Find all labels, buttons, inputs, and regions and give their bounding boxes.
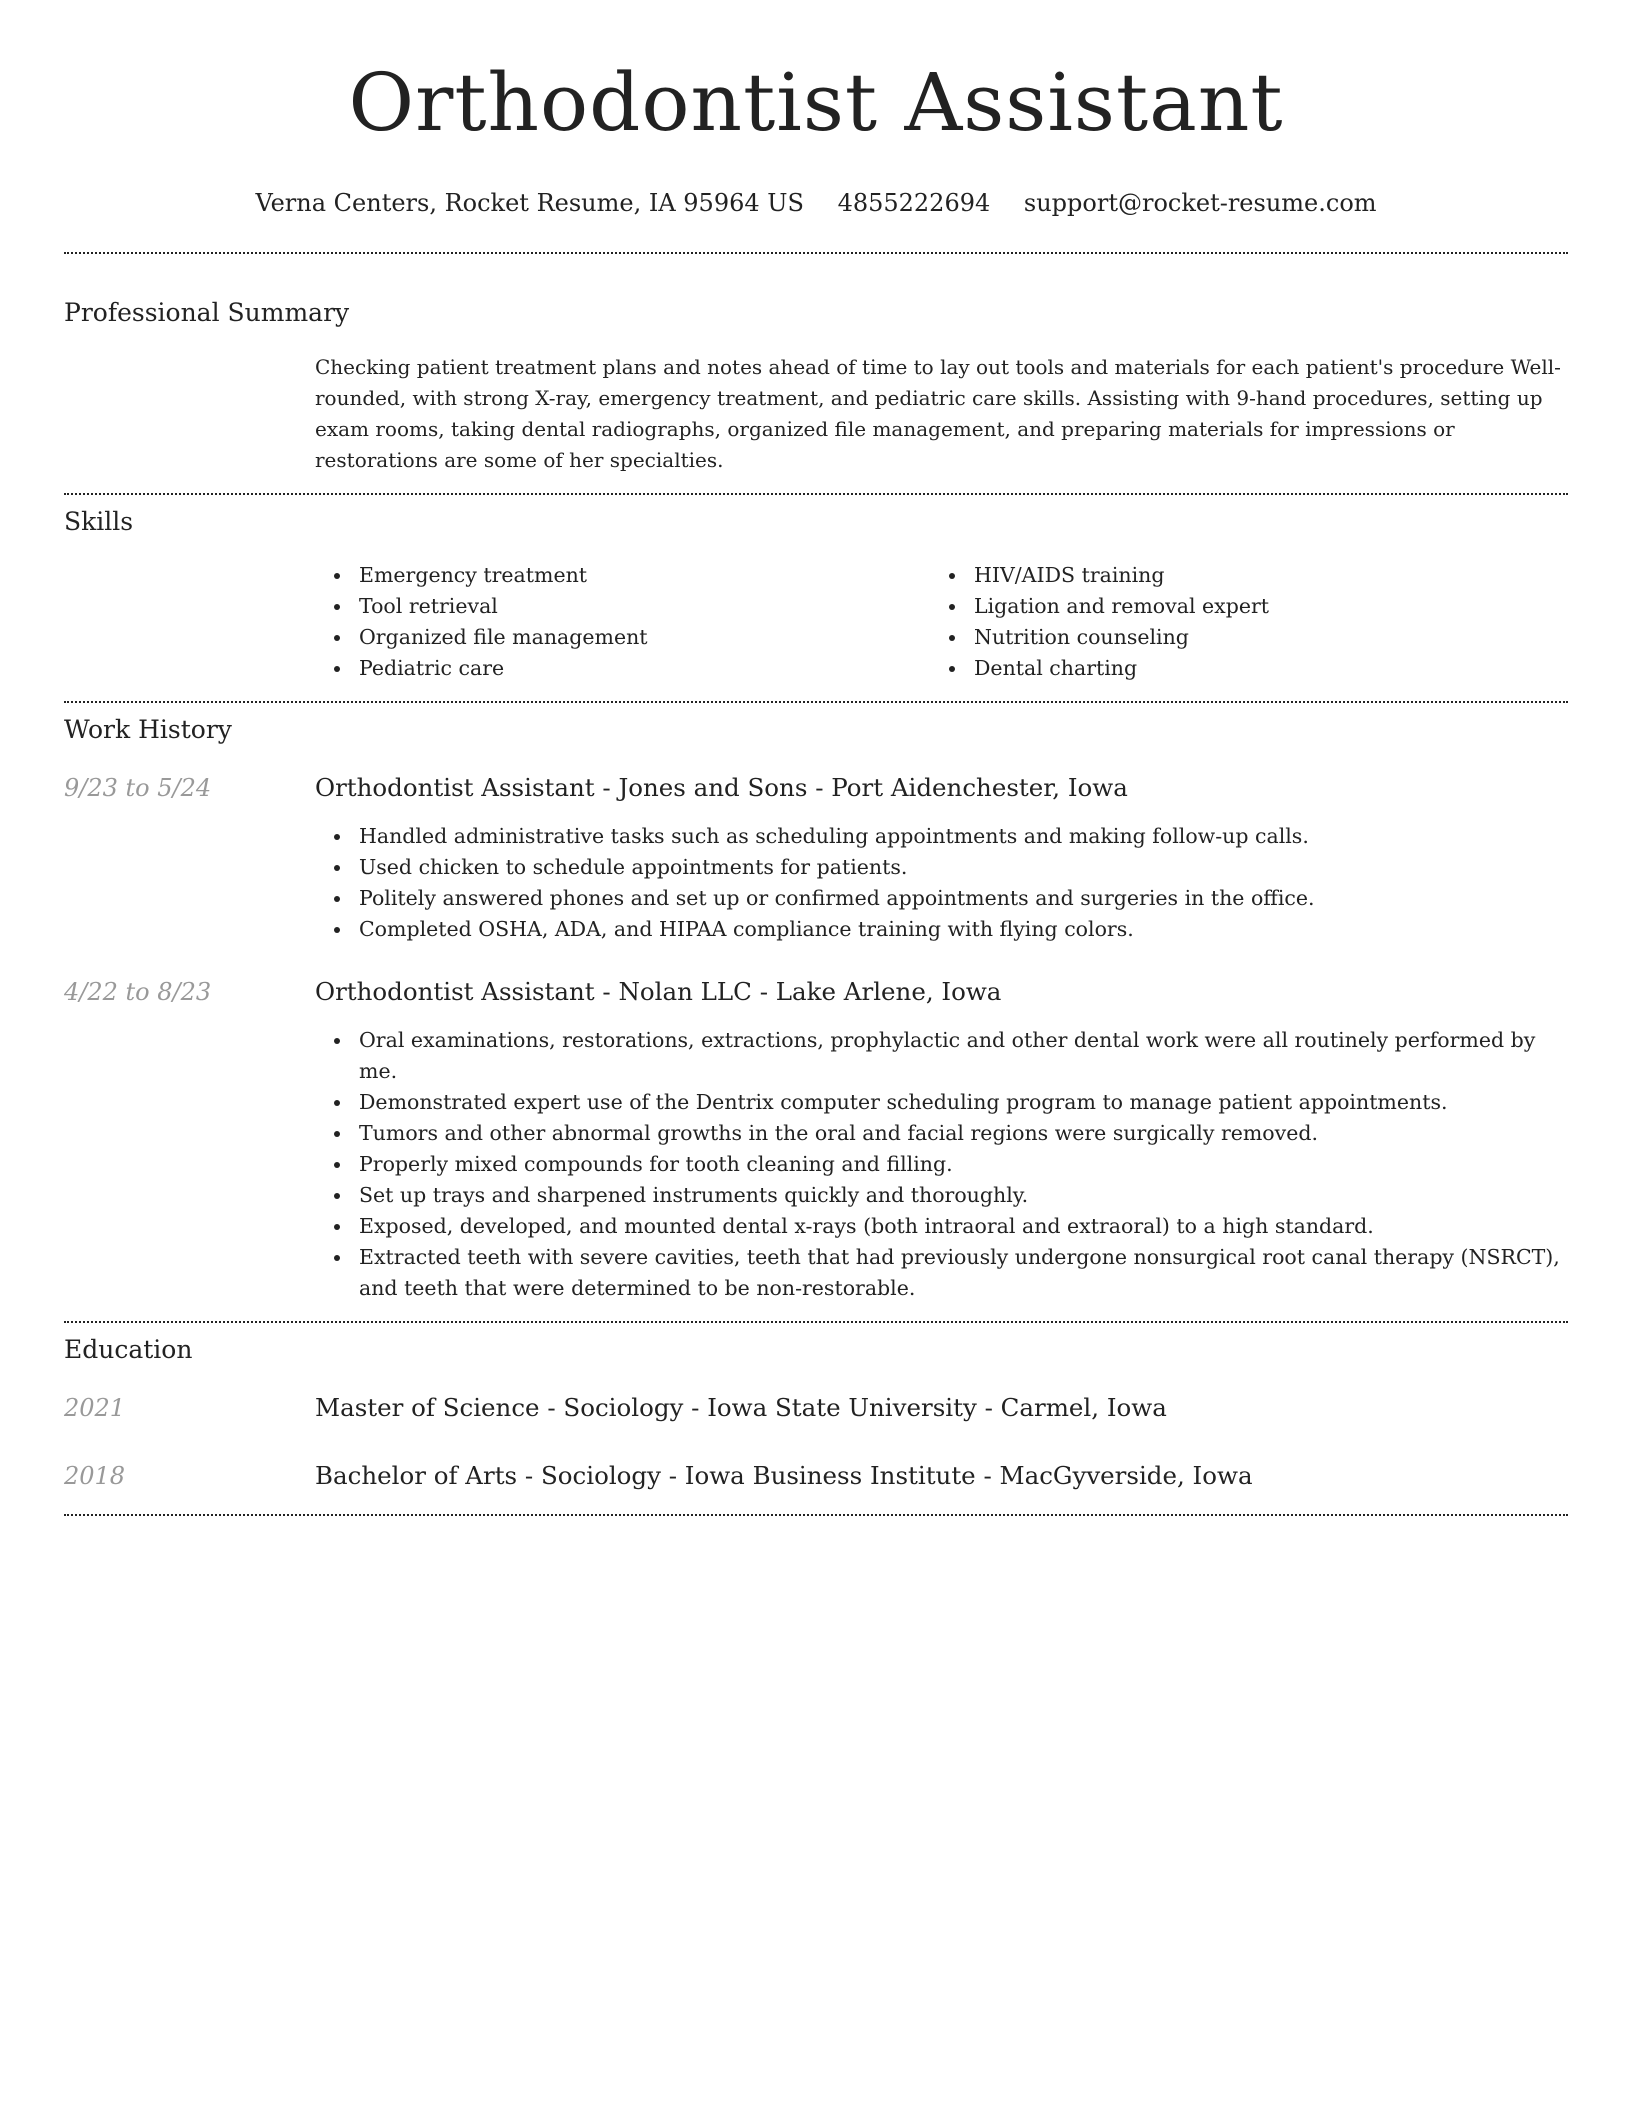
job-dates: 4/22 to 8/23: [64, 978, 212, 1006]
education-entry: [64, 1393, 1568, 1423]
job-entry: [64, 773, 1568, 945]
skill-item: HIV/AIDS training: [930, 560, 1545, 591]
summary-section: [64, 352, 1568, 476]
resume-title: Orthodontist Assistant: [348, 56, 1284, 149]
divider: [64, 1514, 1568, 1516]
divider: [64, 1321, 1568, 1323]
job-dates: 9/23 to 5/24: [64, 774, 212, 802]
job-bullet: Demonstrated expert use of the Dentrix computer scheduling program to manage patient appointments.: [315, 1087, 1568, 1118]
job-bullet: Used chicken to schedule appointments for patients.: [315, 852, 1568, 883]
education-year: 2018: [64, 1462, 126, 1490]
skill-item: Ligation and removal expert: [930, 591, 1545, 622]
divider: [64, 493, 1568, 495]
skill-item: Pediatric care: [315, 653, 930, 684]
job-title: Orthodontist Assistant - Nolan LLC - Lake Arlene, Iowa: [315, 977, 1002, 1006]
education-heading: Education: [64, 1335, 193, 1364]
education-degree: Master of Science - Sociology - Iowa State University - Carmel, Iowa: [315, 1393, 1167, 1422]
education-entry: [64, 1461, 1568, 1491]
job-bullet: Oral examinations, restorations, extractions, prophylactic and other dental work were all routinely performed by me.: [315, 1025, 1568, 1087]
job-bullet: Tumors and other abnormal growths in the oral and facial regions were surgically removed.: [315, 1118, 1568, 1149]
job-title: Orthodontist Assistant - Jones and Sons - Port Aidenchester, Iowa: [315, 773, 1128, 802]
contact-line: [64, 188, 1568, 218]
education-year: 2021: [64, 1394, 126, 1422]
skills-column-2: [930, 560, 1545, 684]
work-heading: Work History: [64, 715, 232, 744]
contact-phone: 4855222694: [837, 189, 991, 217]
job-bullet: Politely answered phones and set up or confirmed appointments and surgeries in the office.: [315, 883, 1568, 914]
skill-item: Nutrition counseling: [930, 622, 1545, 653]
job-bullet: Extracted teeth with severe cavities, teeth that had previously undergone nonsurgical root canal therapy (NSRCT), and teeth that were determined to be non-restorable.: [315, 1242, 1568, 1304]
job-bullet: Completed OSHA, ADA, and HIPAA compliance training with flying colors.: [315, 914, 1568, 945]
job-entry: [64, 977, 1568, 1304]
skills-section: [64, 560, 1568, 684]
skill-item: Organized file management: [315, 622, 930, 653]
contact-address: Verna Centers, Rocket Resume, IA 95964 US: [255, 189, 804, 217]
education-degree: Bachelor of Arts - Sociology - Iowa Business Institute - MacGyverside, Iowa: [315, 1461, 1253, 1490]
divider: [64, 701, 1568, 703]
skill-item: Tool retrieval: [315, 591, 930, 622]
job-bullet: Properly mixed compounds for tooth cleaning and filling.: [315, 1149, 1568, 1180]
contact-email: support@rocket-resume.com: [1023, 189, 1377, 217]
skills-heading: Skills: [64, 507, 134, 536]
job-bullet: Handled administrative tasks such as scheduling appointments and making follow-up calls.: [315, 821, 1568, 852]
summary-heading: Professional Summary: [64, 298, 350, 327]
job-bullets: [315, 821, 1568, 945]
job-bullets: [315, 1025, 1568, 1304]
skill-item: Emergency treatment: [315, 560, 930, 591]
job-bullet: Exposed, developed, and mounted dental x-rays (both intraoral and extraoral) to a high standard.: [315, 1211, 1568, 1242]
skill-item: Dental charting: [930, 653, 1545, 684]
summary-text: Checking patient treatment plans and notes ahead of time to lay out tools and materials for each patient's procedure Well-rounded, with strong X-ray, emergency treatment, and pediatric care skills. Assisting with 9-hand procedures, setting up exam rooms, taking dental radiographs, organized file management, and preparing materials for impressions or restorations are some of her specialties.: [315, 355, 1561, 472]
resume-page: [64, 0, 1568, 2112]
job-bullet: Set up trays and sharpened instruments quickly and thoroughly.: [315, 1180, 1568, 1211]
skills-column-1: [315, 560, 930, 684]
divider: [64, 252, 1568, 254]
